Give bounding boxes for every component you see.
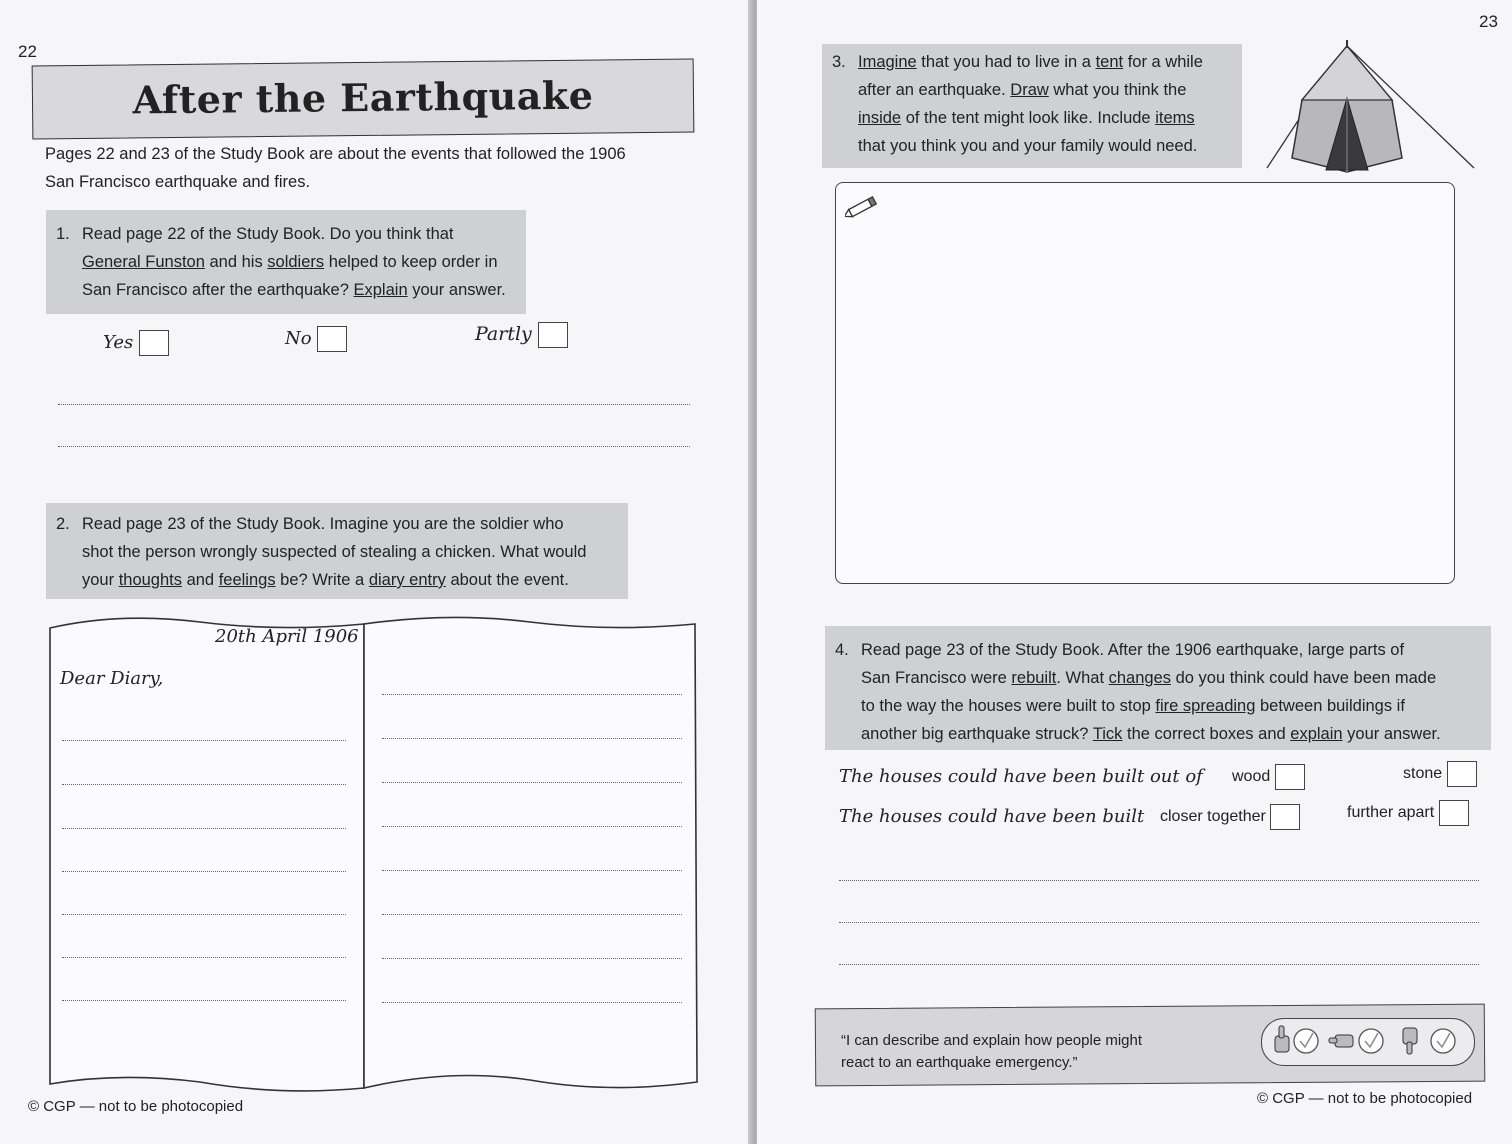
diary-book	[0, 0, 752, 1144]
option-further-apart-label: further apart	[1347, 804, 1435, 822]
q4-answer-line-2[interactable]	[839, 922, 1479, 923]
q4-line-4a: another big earthquake struck?	[861, 725, 1093, 743]
further-apart-checkbox[interactable]	[1439, 800, 1469, 826]
q4-keyword-rebuilt: rebuilt	[1011, 669, 1057, 687]
q1-line-2a: and his	[204, 253, 268, 271]
q2-keyword-diary-entry: diary entry	[368, 571, 446, 589]
q1-keyword-general-funston: General Funston	[82, 253, 205, 271]
diary-line[interactable]	[62, 784, 346, 785]
diary-line[interactable]	[62, 740, 346, 741]
diary-line[interactable]	[382, 958, 682, 959]
q4-line-2b: . What	[1056, 669, 1109, 687]
diary-line[interactable]	[382, 782, 682, 783]
stone-checkbox[interactable]	[1447, 761, 1477, 787]
footer-left: © CGP — not to be photocopied	[28, 1098, 244, 1115]
q4-number: 4.	[835, 641, 849, 659]
page-number-left: 22	[18, 42, 37, 61]
q1-line-1: Read page 22 of the Study Book. Do you think that	[82, 225, 454, 243]
q3-line-2b: what you think the	[1048, 81, 1187, 99]
thumbs-sideways-icon[interactable]	[1329, 1029, 1383, 1053]
option-wood-label: wood	[1232, 768, 1271, 786]
diary-line[interactable]	[382, 870, 682, 871]
q1-line-3a: San Francisco after the earthquake?	[82, 281, 354, 299]
option-yes-label: Yes	[103, 332, 134, 353]
q4-answer-line-3[interactable]	[839, 964, 1479, 965]
q1-line-3b: your answer.	[407, 281, 506, 299]
right-page	[757, 0, 1512, 1144]
row1-prompt: The houses could have been built out of	[839, 766, 1203, 787]
q4-line-3b: between buildings if	[1255, 697, 1405, 715]
option-stone[interactable]	[1403, 761, 1477, 787]
q4-line-4c: your answer.	[1342, 725, 1441, 743]
diary-line[interactable]	[62, 871, 346, 872]
option-wood[interactable]	[1232, 764, 1305, 790]
diary-line[interactable]	[62, 1000, 346, 1001]
q4-keyword-changes: changes	[1108, 669, 1172, 687]
q4-line-3a: to the way the houses were built to stop	[861, 697, 1156, 715]
footer-right: © CGP — not to be photocopied	[1257, 1090, 1473, 1107]
option-stone-label: stone	[1403, 765, 1443, 783]
left-page	[0, 0, 752, 1144]
self-rating-icons	[1261, 1018, 1473, 1064]
page-number-right: 23	[1479, 12, 1498, 31]
q1-keyword-soldiers: soldiers	[267, 253, 325, 271]
q4-line-2c: do you think could have been made	[1171, 669, 1437, 687]
q4-line-2a: San Francisco were	[861, 669, 1012, 687]
q4-keyword-fire-spreading: fire spreading	[1155, 697, 1256, 715]
diary-line[interactable]	[62, 957, 346, 958]
wood-checkbox[interactable]	[1275, 764, 1305, 790]
thumbs-up-icon[interactable]	[1275, 1026, 1318, 1053]
q1-keyword-explain: Explain	[353, 281, 408, 299]
q2-line-1: Read page 23 of the Study Book. Imagine you are the soldier who	[82, 515, 564, 533]
q3-line-2a: after an earthquake.	[858, 81, 1011, 99]
option-closer-together-label: closer together	[1160, 808, 1266, 826]
diary-line[interactable]	[382, 914, 682, 915]
q3-line-1b: for a while	[1123, 53, 1203, 71]
q2-line-3c: be? Write a	[275, 571, 369, 589]
q4-keyword-explain: explain	[1290, 725, 1343, 743]
q2-keyword-feelings: feelings	[218, 571, 276, 589]
option-further-apart[interactable]	[1347, 800, 1469, 826]
option-partly-label: Partly	[475, 323, 532, 345]
diary-line[interactable]	[62, 914, 346, 915]
q4-line-4b: the correct boxes and	[1122, 725, 1291, 743]
diary-line[interactable]	[382, 1002, 682, 1003]
q3-keyword-draw: Draw	[1010, 81, 1049, 99]
q2-line-2: shot the person wrongly suspected of stealing a chicken. What would	[82, 543, 587, 561]
diary-line[interactable]	[382, 826, 682, 827]
row2-prompt: The houses could have been built	[839, 806, 1145, 827]
q3-number: 3.	[832, 53, 846, 71]
page-title: After the Earthquake	[132, 72, 594, 123]
q4-text	[835, 636, 1441, 748]
q2-line-3d: about the event.	[445, 571, 569, 589]
q3-text	[832, 48, 1203, 160]
q2-line-3a: your	[82, 571, 119, 589]
q3-keyword-imagine: Imagine	[858, 53, 917, 71]
q2-line-3b: and	[182, 571, 219, 589]
q1-number: 1.	[56, 225, 70, 243]
q4-line-1: Read page 23 of the Study Book. After the 1906 earthquake, large parts of	[861, 641, 1405, 659]
q4-keyword-tick: Tick	[1092, 725, 1123, 743]
self-assessment-line-1: “I can describe and explain how people might	[841, 1032, 1143, 1049]
self-assessment-line-2: react to an earthquake emergency.”	[841, 1054, 1078, 1071]
q3-keyword-tent: tent	[1095, 53, 1124, 71]
q3-line-1a: that you had to live in a	[916, 53, 1096, 71]
q3-line-4: that you think you and your family would need.	[858, 137, 1198, 155]
diary-greeting: Dear Diary,	[60, 668, 164, 689]
diary-date: 20th April 1906	[215, 626, 359, 647]
intro-line-2: San Francisco earthquake and fires.	[45, 173, 311, 191]
q3-keyword-inside: inside	[858, 109, 902, 127]
option-no-label: No	[285, 328, 312, 349]
q2-keyword-thoughts: thoughts	[118, 571, 182, 589]
thumbs-down-icon[interactable]	[1403, 1028, 1455, 1054]
closer-together-checkbox[interactable]	[1270, 804, 1300, 830]
q3-keyword-items: items	[1155, 109, 1195, 127]
q1-line-2b: helped to keep order in	[324, 253, 498, 271]
tent-icon	[1262, 40, 1482, 180]
q4-answer-line-1[interactable]	[839, 880, 1479, 881]
intro-line-1: Pages 22 and 23 of the Study Book are about the events that followed the 1906	[45, 145, 626, 163]
diary-line[interactable]	[382, 738, 682, 739]
self-assessment-text	[841, 1030, 1142, 1074]
diary-line[interactable]	[382, 694, 682, 695]
drawing-area[interactable]	[835, 182, 1455, 584]
pencil-icon	[845, 196, 879, 218]
q3-line-3a: of the tent might look like. Include	[901, 109, 1156, 127]
diary-line[interactable]	[62, 828, 346, 829]
option-closer-together[interactable]	[1160, 804, 1300, 830]
q2-number: 2.	[56, 515, 70, 533]
